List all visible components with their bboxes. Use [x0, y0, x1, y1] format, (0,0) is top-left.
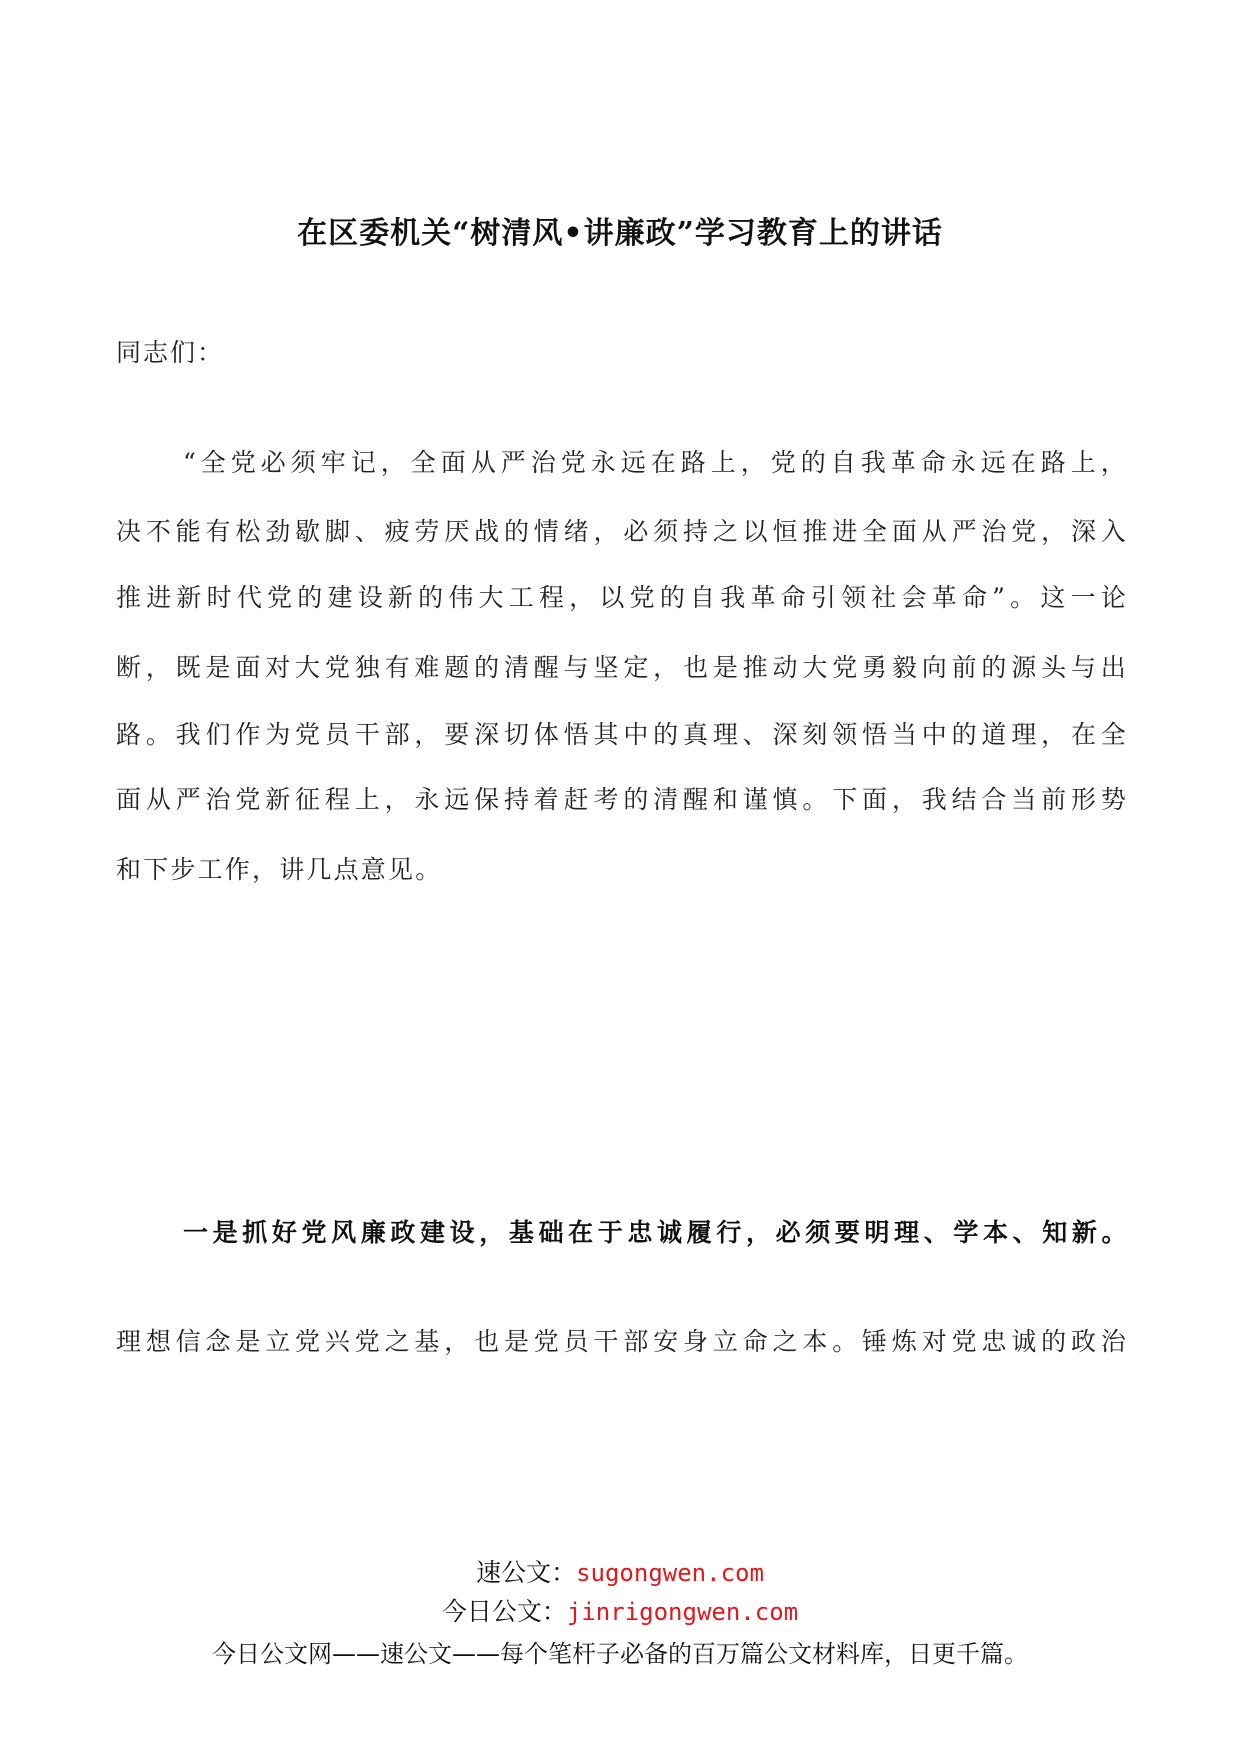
- footer-jinrigongwen: [0, 1592, 1240, 1628]
- paragraph-line: 理想信念是立党兴党之基，也是党员干部安身立命之本。锤炼对党忠诚的政治: [116, 1327, 1128, 1356]
- footer-sugongwen-label: 速公文：: [476, 1558, 577, 1587]
- paragraph-line: 决不能有松劲歇脚、疲劳厌战的情绪，必须持之以恒推进全面从严治党，深入: [116, 517, 1128, 546]
- paragraph-line: 和下步工作，讲几点意见。: [116, 855, 443, 884]
- paragraph-line: 断，既是面对大党独有难题的清醒与坚定，也是推动大党勇毅向前的源头与出: [116, 653, 1128, 682]
- footer-sugongwen-link[interactable]: sugongwen.com: [576, 1559, 764, 1587]
- page-title: 在区委机关“树清风•讲廉政”学习教育上的讲话: [297, 216, 943, 251]
- section-heading: 一是抓好党风廉政建设，基础在于忠诚履行，必须要明理、学本、知新。: [183, 1218, 1128, 1247]
- salutation: 同志们：: [116, 338, 225, 367]
- paragraph-line: “全党必须牢记，全面从严治党永远在路上，党的自我革命永远在路上，: [183, 448, 1128, 477]
- paragraph-line: 面从严治党新征程上，永远保持着赶考的清醒和谨慎。下面，我结合当前形势: [116, 785, 1128, 814]
- paragraph-line: 路。我们作为党员干部，要深切体悟其中的真理、深刻领悟当中的道理，在全: [116, 720, 1128, 749]
- footer-jinrigongwen-link[interactable]: jinrigongwen.com: [566, 1598, 799, 1626]
- footer-sugongwen: [0, 1553, 1240, 1589]
- footer-tagline: 今日公文网——速公文——每个笔杆子必备的百万篇公文材料库，日更千篇。: [212, 1640, 1028, 1668]
- footer-jinrigongwen-label: 今日公文：: [441, 1597, 567, 1626]
- paragraph-line: 推进新时代党的建设新的伟大工程，以党的自我革命引领社会革命”。这一论: [116, 583, 1128, 612]
